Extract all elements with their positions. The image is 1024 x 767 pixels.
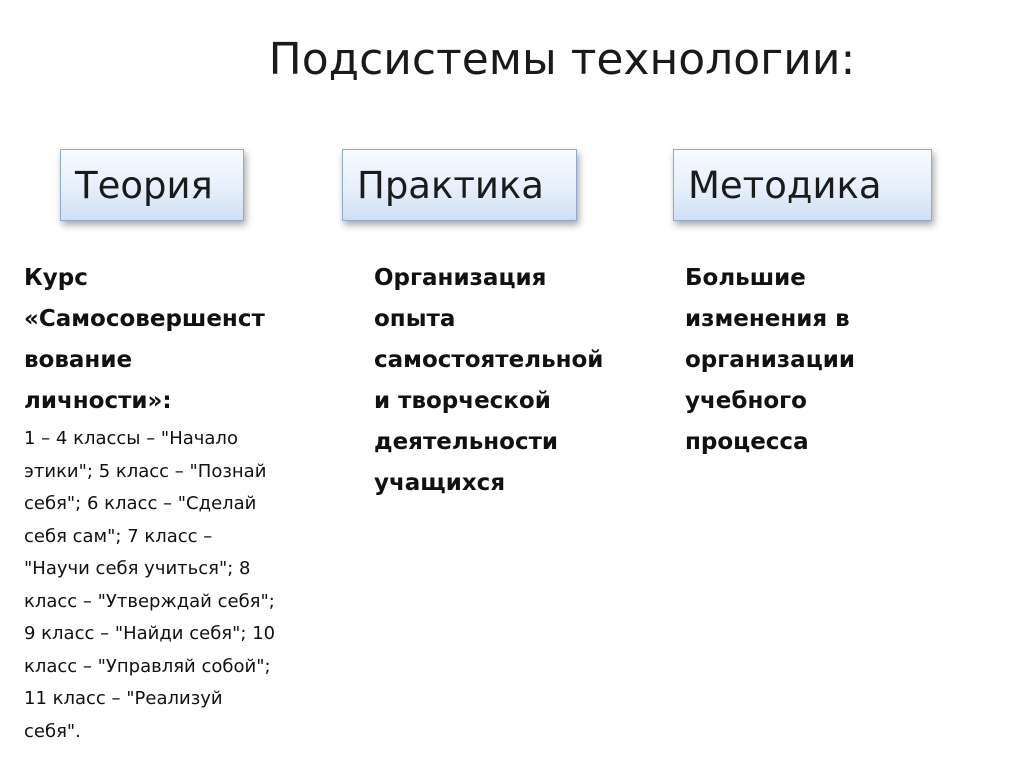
detail-line: этики"; 5 класс – "Познай xyxy=(24,460,267,482)
box-theory-label: Теория xyxy=(75,163,213,207)
detail-line: 1 – 4 классы – "Начало xyxy=(24,428,238,449)
detail-line: 9 класс – "Найди себя"; 10 xyxy=(24,623,276,644)
detail-line: 11 класс – "Реализуй xyxy=(24,688,223,709)
course-heading xyxy=(24,258,334,422)
box-practice-label: Практика xyxy=(357,163,544,207)
heading-line: личности»: xyxy=(24,388,172,414)
practice-line: опыта xyxy=(374,306,456,332)
detail-line: "Научи себя учиться"; 8 xyxy=(24,558,251,579)
heading-line: «Самосовершенст xyxy=(24,306,265,332)
box-method-label: Методика xyxy=(688,163,882,207)
course-detail xyxy=(24,423,334,748)
detail-line: себя сам"; 7 класс – xyxy=(24,525,213,547)
practice-line: деятельности xyxy=(374,429,559,455)
method-line: организации xyxy=(685,347,855,373)
heading-line: Курс xyxy=(24,265,88,291)
column-theory xyxy=(24,258,334,748)
practice-line: и творческой xyxy=(374,388,551,414)
practice-line: самостоятельной xyxy=(374,347,604,373)
box-method xyxy=(673,149,932,221)
detail-line: себя"; 6 класс – "Сделай xyxy=(24,493,257,514)
box-theory xyxy=(60,149,244,221)
detail-line: класс – "Управляй собой"; xyxy=(24,655,271,677)
heading-line: вование xyxy=(24,347,133,373)
detail-line: класс – "Утверждай себя"; xyxy=(24,590,275,612)
column-method xyxy=(685,258,945,463)
practice-line: учащихся xyxy=(374,470,506,496)
slide-title: Подсистемы технологии: xyxy=(268,34,856,85)
box-practice xyxy=(342,149,577,221)
method-line: изменения в xyxy=(685,306,850,332)
method-line: процесса xyxy=(685,429,809,455)
detail-line: себя". xyxy=(24,720,81,742)
column-practice xyxy=(374,258,644,504)
method-line: Большие xyxy=(685,265,806,291)
practice-line: Организация xyxy=(374,265,547,291)
method-line: учебного xyxy=(685,388,807,414)
